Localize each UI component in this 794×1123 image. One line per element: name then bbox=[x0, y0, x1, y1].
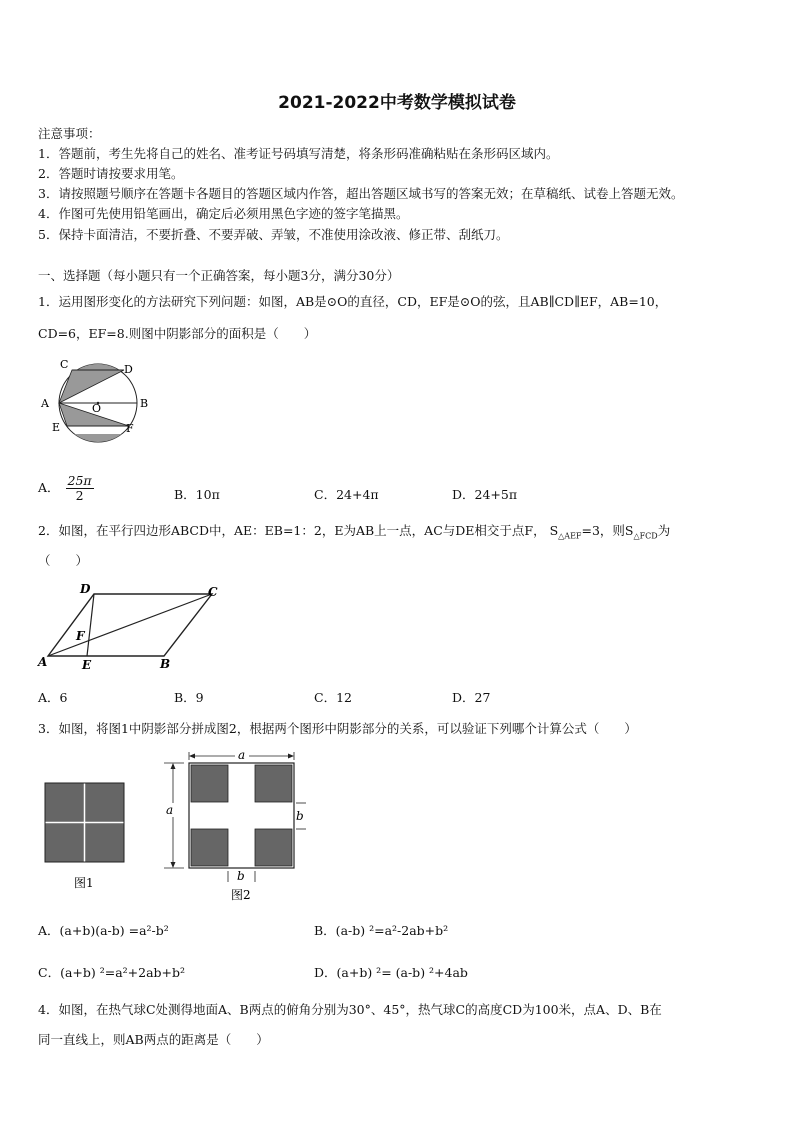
segment-de bbox=[87, 594, 94, 656]
q1-circle-figure bbox=[36, 356, 149, 446]
label-f: F bbox=[126, 422, 134, 435]
section-heading: 一、选择题（每小题只有一个正确答案，每小题3分，满分30分） bbox=[38, 268, 400, 283]
q1-option-d[interactable]: D．24+5π bbox=[452, 487, 518, 502]
q2-stem-text: 2．如图，在平行四边形ABCD中，AE：EB=1：2，E为AB上一点，AC与DE相交于点F， bbox=[38, 523, 546, 538]
q1-stem-line2: CD=6，EF=8.则图中阴影部分的面积是（ ） bbox=[38, 326, 317, 341]
label-b: B bbox=[160, 657, 171, 671]
dimension-b-right: b bbox=[296, 809, 304, 823]
q1-option-b[interactable]: B．10π bbox=[174, 487, 220, 502]
label-d: D bbox=[80, 582, 91, 596]
label-b: B bbox=[140, 397, 149, 410]
shaded-triangle-acd bbox=[59, 370, 124, 403]
q2-stem-mid: =3，则S bbox=[581, 523, 634, 538]
notice-item: 4．作图可先使用铅笔画出，确定后必须用黑色字迹的签字笔描黑。 bbox=[38, 206, 409, 221]
q2-stem-tail: 为 bbox=[657, 523, 671, 538]
figure-1-caption: 图1 bbox=[74, 876, 94, 890]
q4-stem-line1: 4．如图，在热气球C处测得地面A、B两点的俯角分别为30°、45°，热气球C的高度CD为100米，点A、D、B在 bbox=[38, 1002, 662, 1017]
q4-stem-line2: 同一直线上，则AB两点的距离是（ ） bbox=[38, 1032, 269, 1047]
page-title: 2021-2022中考数学模拟试卷 bbox=[278, 93, 516, 113]
q3-option-a[interactable]: A．(a+b)(a-b) =a²-b² bbox=[38, 923, 169, 938]
figure-2 bbox=[189, 763, 294, 868]
label-e: E bbox=[82, 658, 92, 672]
q3-stem: 3．如图，将图1中阴影部分拼成图2，根据两个图形中阴影部分的关系，可以验证下列哪个计算公式（ ） bbox=[38, 721, 637, 736]
notice-item: 5．保持卡面清洁，不要折叠、不要弄破、弄皱，不准使用涂改液、修正带、刮纸刀。 bbox=[38, 227, 509, 242]
notice-item: 2．答题时请按要求用笔。 bbox=[38, 166, 184, 181]
label-d: D bbox=[124, 363, 133, 376]
label-c: C bbox=[208, 585, 218, 599]
label-c: C bbox=[60, 358, 69, 371]
q2-option-d[interactable]: D．27 bbox=[452, 690, 491, 705]
q1-option-a-den: 2 bbox=[75, 487, 84, 503]
q3-option-d[interactable]: D．(a+b) ²= (a-b) ²+4ab bbox=[314, 965, 468, 980]
dimension-a-top: a bbox=[238, 748, 246, 762]
q2-option-a[interactable]: A．6 bbox=[38, 690, 68, 705]
label-a: A bbox=[41, 397, 49, 410]
dimension-b-bottom: b bbox=[237, 869, 245, 883]
q3-figures bbox=[36, 746, 326, 906]
label-f: F bbox=[76, 629, 85, 643]
label-e: E bbox=[52, 421, 61, 434]
dimension-a-left: a bbox=[166, 803, 174, 817]
figure-2-caption: 图2 bbox=[231, 888, 251, 902]
label-o: O bbox=[92, 402, 102, 415]
q1-stem-line1: 1．运用图形变化的方法研究下列问题：如图，AB是⊙O的直径，CD，EF是⊙O的弦，且AB∥CD∥EF，AB=10， bbox=[38, 294, 668, 309]
area-subscript-aef: △AEF bbox=[558, 531, 582, 541]
q2-stem-line1 bbox=[38, 521, 670, 541]
q3-option-b[interactable]: B．(a-b) ²=a²-2ab+b² bbox=[314, 923, 449, 938]
q1-option-a-fraction bbox=[66, 474, 94, 503]
notice-item: 1．答题前，考生先将自己的姓名、准考证号码填写清楚，将条形码准确粘贴在条形码区域内。 bbox=[38, 146, 559, 161]
figure-1 bbox=[45, 783, 124, 862]
label-a: A bbox=[38, 655, 48, 669]
q2-option-c[interactable]: C．12 bbox=[314, 690, 352, 705]
q2-parallelogram-figure bbox=[34, 580, 234, 672]
notice-item: 3．请按照题号顺序在答题卡各题目的答题区域内作答，超出答题区域书写的答案无效；在草稿纸、试卷上答题无效。 bbox=[38, 186, 684, 201]
q1-option-c[interactable]: C．24+4π bbox=[314, 487, 379, 502]
q2-stem-line2: （ ） bbox=[38, 553, 89, 568]
q1-option-a[interactable] bbox=[38, 474, 94, 503]
q2-option-b[interactable]: B．9 bbox=[174, 690, 204, 705]
q3-option-c[interactable]: C．(a+b) ²=a²+2ab+b² bbox=[38, 965, 186, 980]
q1-option-a-label: A． bbox=[38, 479, 60, 495]
q1-option-a-num: 25π bbox=[67, 473, 92, 488]
notice-heading: 注意事项： bbox=[38, 126, 101, 141]
area-subscript-fcd: △FCD bbox=[633, 531, 658, 541]
area-symbol: S bbox=[549, 523, 559, 538]
